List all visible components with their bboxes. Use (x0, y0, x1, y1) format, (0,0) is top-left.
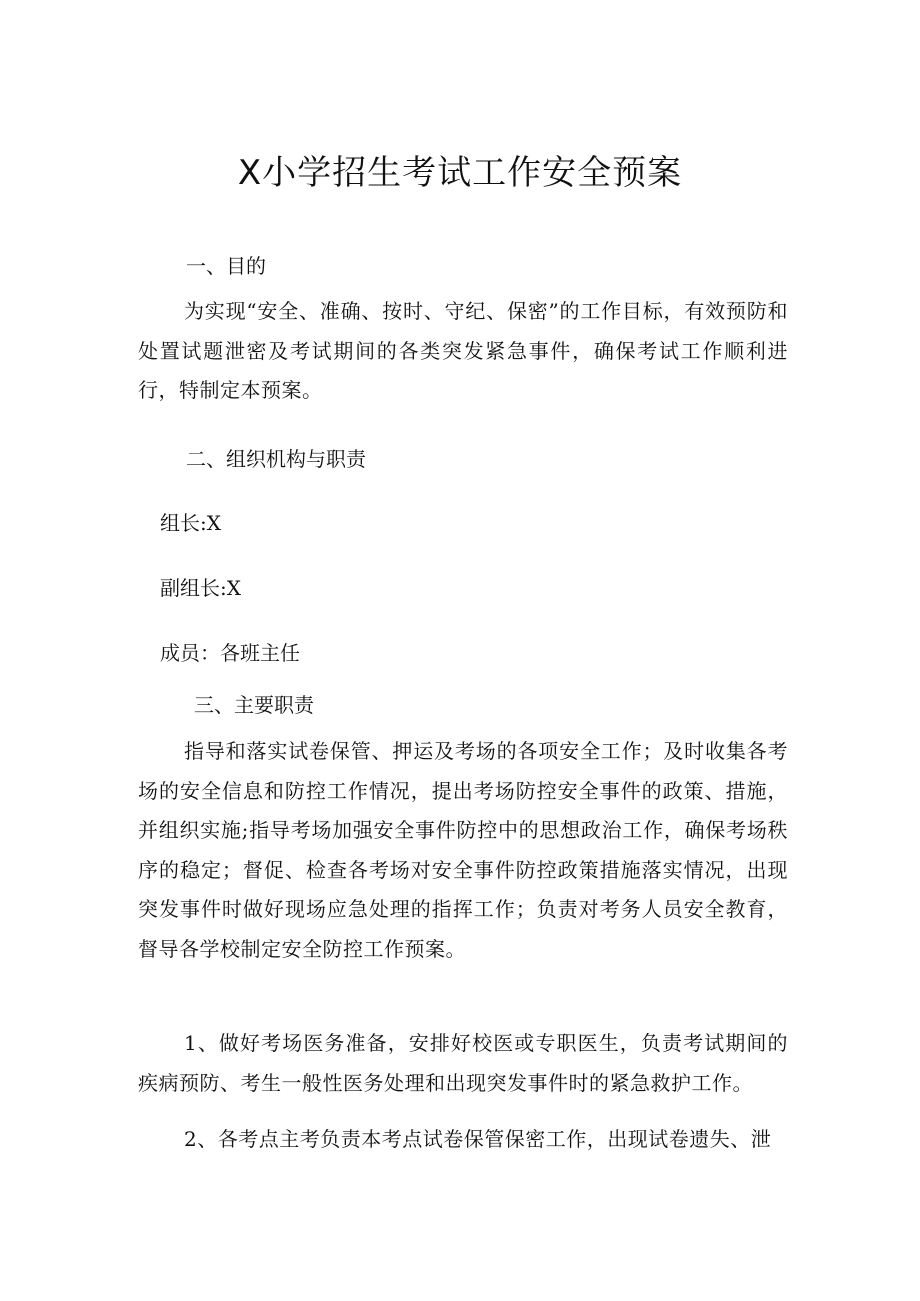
section-3-item-1: 1、做好考场医务准备，安排好校医或专职医生，负责考试期间的疾病预防、考生一般性医务处理和出现突发事件时的紧急救护工作。 (138, 1031, 788, 1095)
deputy-group-leader: 副组长:X (160, 576, 241, 600)
section-3-body: 指导和落实试卷保管、押运及考场的各项安全工作；及时收集各考场的安全信息和防控工作情况，提出考场防控安全事件的政策、措施，并组织实施;指导考场加强安全事件防控中的思想政治工作，确保考场秩序的稳定；督促、检查各考场对安全事件防控政策措施落实情况，出现突发事件时做好现场应急处理的指挥工作；负责对考务人员安全教育，督导各学校制定安全防控工作预案。 (138, 739, 788, 961)
section-1-body: 为实现“安全、准确、按时、守纪、保密”的工作目标，有效预防和处置试题泄密及考试期间的各类突发紧急事件，确保考试工作顺利进行，特制定本预案。 (138, 299, 788, 402)
document-title: X小学招生考试工作安全预案 (237, 153, 683, 193)
section-2-heading: 二、组织机构与职责 (186, 447, 366, 471)
section-3-item-2: 2、各考点主考负责本考点试卷保管保密工作，出现试卷遗失、泄 (184, 1127, 772, 1151)
section-3-heading: 三、主要职责 (194, 693, 314, 717)
group-leader: 组长:X (160, 511, 221, 535)
section-1-heading: 一、目的 (186, 254, 266, 278)
group-members: 成员：各班主任 (160, 641, 300, 665)
